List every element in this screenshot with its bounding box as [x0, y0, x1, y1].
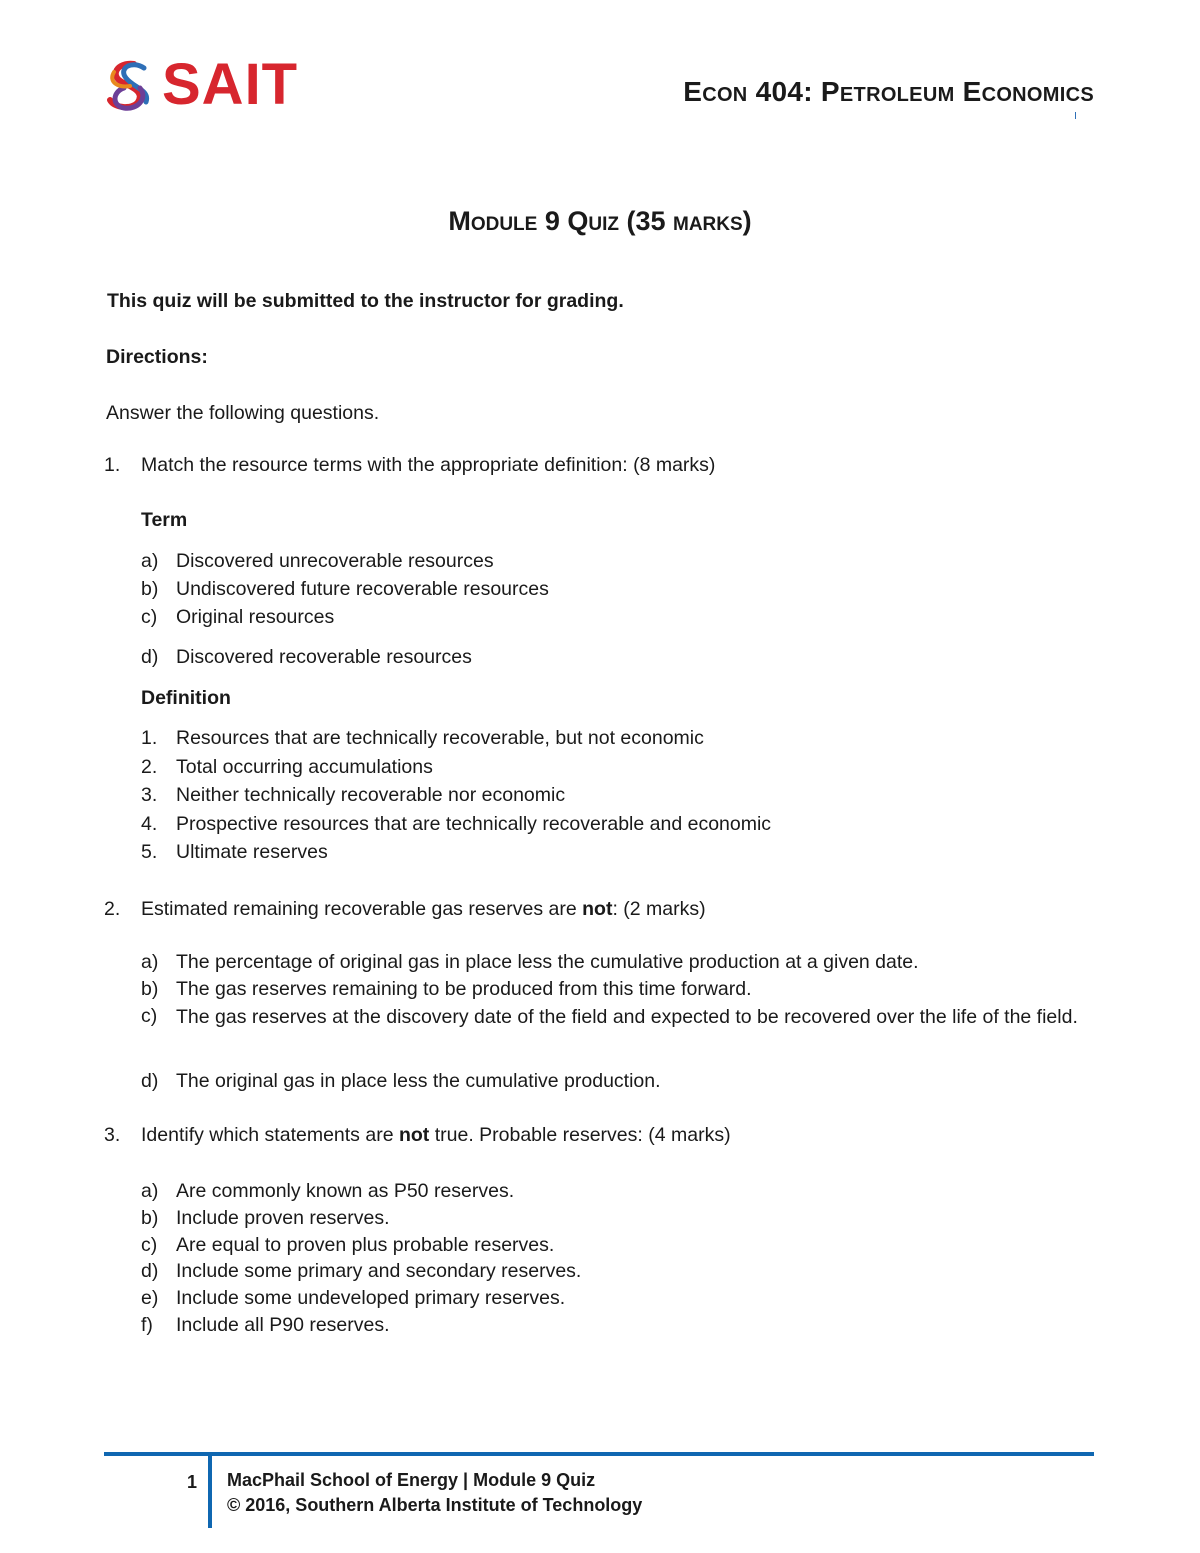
footer-divider [104, 1452, 1094, 1456]
option-label: d) [141, 1070, 159, 1092]
question-2-text-end: : (2 marks) [612, 898, 706, 920]
option-item: The percentage of original gas in place less the cumulative production at a given date. [176, 951, 919, 973]
definition-label: 5. [141, 841, 158, 863]
submission-note: This quiz will be submitted to the instructor for grading. [107, 290, 624, 312]
term-heading: Term [141, 509, 188, 531]
definition-label: 4. [141, 813, 158, 835]
option-item: Include all P90 reserves. [176, 1314, 390, 1336]
course-title: Econ 404: Petroleum Economics [683, 76, 1094, 107]
question-3-text [141, 1123, 731, 1147]
question-3-text-end: true. Probable reserves: (4 marks) [429, 1124, 731, 1146]
sait-logo-icon [104, 58, 156, 112]
term-label: c) [141, 606, 158, 628]
option-item: Are equal to proven plus probable reserves. [176, 1234, 555, 1256]
term-label: a) [141, 550, 159, 572]
footer-vertical-divider [208, 1456, 212, 1528]
option-label: d) [141, 1260, 159, 1282]
footer-school-line: MacPhail School of Energy | Module 9 Quiz [227, 1470, 596, 1490]
sait-logo [104, 52, 299, 117]
question-3-emphasis: not [398, 1124, 430, 1146]
option-label: a) [141, 1180, 159, 1202]
option-label: c) [141, 1234, 158, 1256]
definition-heading: Definition [141, 687, 231, 709]
option-item: Include some undeveloped primary reserves. [176, 1287, 566, 1309]
definition-label: 2. [141, 756, 158, 778]
definition-item: Prospective resources that are technically recoverable and economic [176, 813, 772, 835]
question-2-emphasis: not [582, 898, 613, 920]
option-item: Include proven reserves. [176, 1207, 390, 1229]
footer-copyright-line: © 2016, Southern Alberta Institute of Technology [227, 1495, 643, 1515]
term-item: Discovered unrecoverable resources [176, 550, 494, 572]
term-item: Original resources [176, 606, 335, 628]
option-label: b) [141, 978, 159, 1000]
definition-item: Ultimate reserves [176, 841, 328, 863]
question-2-text [141, 897, 706, 921]
option-label: e) [141, 1287, 159, 1309]
definition-label: 1. [141, 727, 158, 749]
question-number: 2. [104, 898, 121, 920]
page-number: 1 [187, 1472, 198, 1492]
instruction-text: Answer the following questions. [106, 402, 380, 424]
logo-wordmark: SAIT [162, 52, 299, 117]
option-item: Include some primary and secondary reserves. [176, 1260, 582, 1282]
directions-label: Directions: [106, 346, 208, 368]
header-marker [1075, 112, 1076, 119]
question-2-text-start: Estimated remaining recoverable gas reserves are [141, 898, 583, 920]
question-1-text: Match the resource terms with the appropriate definition: (8 marks) [141, 454, 716, 476]
term-label: d) [141, 646, 159, 668]
option-label: c) [141, 1005, 158, 1027]
definition-item: Neither technically recoverable nor economic [176, 784, 566, 806]
question-number: 1. [104, 454, 121, 476]
option-item: Are commonly known as P50 reserves. [176, 1180, 515, 1202]
option-item: The gas reserves remaining to be produced from this time forward. [176, 978, 752, 1000]
option-label: b) [141, 1207, 159, 1229]
quiz-title: Module 9 Quiz (35 marks) [448, 206, 752, 236]
option-item: The original gas in place less the cumulative production. [176, 1070, 661, 1092]
term-item: Discovered recoverable resources [176, 646, 472, 668]
term-item: Undiscovered future recoverable resources [176, 578, 549, 600]
question-3-text-start: Identify which statements are [141, 1124, 399, 1146]
definition-item: Total occurring accumulations [176, 756, 433, 778]
definition-label: 3. [141, 784, 158, 806]
option-label: a) [141, 951, 159, 973]
option-label: f) [141, 1314, 153, 1336]
option-item: The gas reserves at the discovery date of the field and expected to be recovered over the life of the field. [176, 1006, 1078, 1028]
term-label: b) [141, 578, 159, 600]
definition-item: Resources that are technically recoverable, but not economic [176, 727, 704, 749]
question-number: 3. [104, 1124, 121, 1146]
